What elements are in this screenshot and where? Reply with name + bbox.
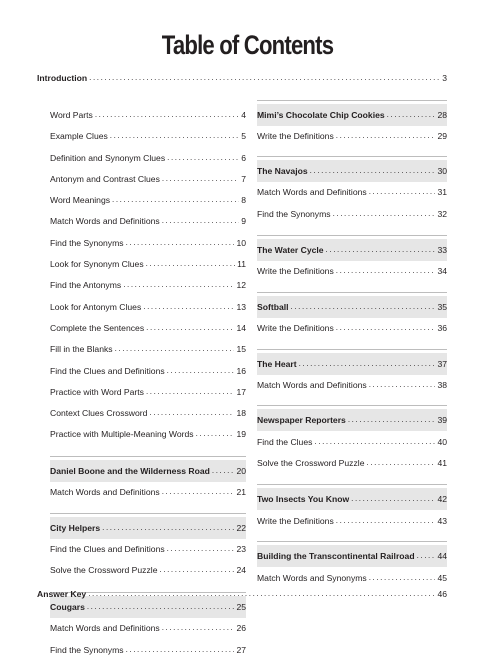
toc-entry[interactable]: [50, 481, 246, 503]
toc-entry-page: 30: [437, 166, 447, 176]
toc-entry[interactable]: [257, 431, 447, 453]
toc-entry-label: Mimi’s Chocolate Chip Cookies: [257, 110, 385, 120]
toc-entry[interactable]: [50, 639, 246, 661]
dot-leader: [299, 353, 436, 375]
toc-entry-page: 45: [437, 573, 447, 583]
dot-leader: [369, 181, 436, 203]
section-divider: [257, 235, 447, 236]
section-divider: [257, 484, 447, 485]
dot-leader: [291, 296, 436, 318]
toc-entry[interactable]: [50, 168, 246, 190]
toc-entry-label: The Heart: [257, 359, 297, 369]
toc-entry[interactable]: [50, 147, 246, 169]
dot-leader: [310, 160, 436, 182]
toc-section-header[interactable]: [257, 160, 447, 182]
toc-entry-label: Fill in the Blanks: [50, 344, 113, 354]
toc-entry-page: 33: [437, 245, 447, 255]
dot-leader: [89, 67, 440, 89]
toc-entry-page: 6: [241, 153, 246, 163]
toc-entry[interactable]: [50, 423, 246, 445]
toc-entry[interactable]: [257, 374, 447, 396]
toc-entry-label: Practice with Multiple-Meaning Words: [50, 429, 194, 439]
section-divider: [257, 349, 447, 350]
toc-entry[interactable]: [50, 617, 246, 639]
toc-entry-page: 44: [437, 551, 447, 561]
toc-entry-label: Definition and Synonym Clues: [50, 153, 166, 163]
toc-entry-page: 18: [236, 408, 246, 418]
dot-leader: [162, 617, 235, 639]
toc-entry-answer-key[interactable]: [37, 583, 447, 605]
toc-entry-page: 41: [437, 458, 447, 468]
toc-entry-page: 31: [437, 187, 447, 197]
toc-entry[interactable]: [50, 360, 246, 382]
toc-entry-label: Match Words and Definitions: [50, 623, 160, 633]
toc-entry-label: The Navajos: [257, 166, 308, 176]
dot-leader: [314, 431, 435, 453]
toc-entry[interactable]: [50, 402, 246, 424]
dot-leader: [336, 260, 436, 282]
toc-entry-label: Word Meanings: [50, 195, 111, 205]
toc-entry-page: 43: [437, 516, 447, 526]
dot-leader: [143, 296, 234, 318]
toc-entry-label: Example Clues: [50, 131, 108, 141]
toc-entry-page: 27: [236, 645, 246, 655]
toc-entry-page: 11: [237, 259, 246, 269]
toc-entry-page: 4: [241, 110, 246, 120]
toc-entry-page: 20: [236, 466, 246, 476]
dot-leader: [336, 125, 436, 147]
toc-entry[interactable]: [50, 189, 246, 211]
toc-entry[interactable]: [50, 338, 246, 360]
toc-entry[interactable]: [257, 452, 447, 474]
toc-entry-page: 8: [241, 195, 246, 205]
toc-entry[interactable]: [257, 260, 447, 282]
toc-entry-page: 3: [442, 73, 447, 83]
toc-entry[interactable]: [257, 181, 447, 203]
dot-leader: [110, 125, 239, 147]
toc-entry-page: 9: [241, 216, 246, 226]
toc-entry-label: Match Words and Definitions: [50, 487, 160, 497]
toc-entry-page: 40: [437, 437, 447, 447]
toc-entry-page: 39: [437, 415, 447, 425]
dot-leader: [123, 274, 234, 296]
toc-entry-label: Find the Clues and Definitions: [50, 366, 165, 376]
dot-leader: [112, 189, 239, 211]
toc-entry[interactable]: [50, 253, 246, 275]
toc-section-header[interactable]: [257, 488, 447, 510]
toc-entry-page: 21: [236, 487, 246, 497]
toc-entry[interactable]: [50, 317, 246, 339]
toc-entry-label: Answer Key: [37, 589, 87, 599]
toc-entry-label: Write the Definitions: [257, 266, 334, 276]
toc-entry-label: Write the Definitions: [257, 131, 334, 141]
toc-entry-label: Solve the Crossword Puzzle: [50, 565, 158, 575]
dot-leader: [167, 147, 239, 169]
toc-entry-page: 17: [236, 387, 246, 397]
toc-entry-page: 28: [437, 110, 447, 120]
toc-entry-label: Practice with Word Parts: [50, 387, 144, 397]
dot-leader: [167, 538, 235, 560]
toc-entry-label: Look for Antonym Clues: [50, 302, 142, 312]
toc-entry-label: Find the Clues and Definitions: [50, 544, 165, 554]
dot-leader: [167, 360, 235, 382]
dot-leader: [196, 423, 235, 445]
dot-leader: [146, 253, 235, 275]
toc-entry-label: Newspaper Reporters: [257, 415, 346, 425]
section-divider: [257, 541, 447, 542]
toc-entry-page: 34: [437, 266, 447, 276]
toc-entry-page: 23: [236, 544, 246, 554]
dot-leader: [162, 168, 239, 190]
toc-entry-label: Match Words and Definitions: [50, 216, 160, 226]
toc-entry[interactable]: [257, 510, 447, 532]
toc-entry-page: 25: [236, 602, 246, 612]
dot-leader: [333, 203, 436, 225]
toc-entry-page: 35: [437, 302, 447, 312]
toc-section-header[interactable]: [257, 104, 447, 126]
toc-entry-label: Find the Synonyms: [50, 238, 124, 248]
dot-leader: [102, 517, 234, 539]
toc-entry-label: Find the Antonyms: [50, 280, 122, 290]
toc-entry-label: Softball: [257, 302, 289, 312]
dot-leader: [146, 317, 234, 339]
toc-entry-page: 14: [236, 323, 246, 333]
toc-entry-page: 15: [236, 344, 246, 354]
section-divider: [257, 156, 447, 157]
dot-leader: [159, 559, 234, 581]
toc-entry-label: Building the Transcontinental Railroad: [257, 551, 415, 561]
toc-section-header[interactable]: [257, 409, 447, 431]
dot-leader: [326, 239, 436, 261]
dot-leader: [126, 639, 235, 661]
dot-leader: [369, 374, 436, 396]
toc-entry[interactable]: [257, 125, 447, 147]
toc-entry-label: Match Words and Synonyms: [257, 573, 367, 583]
toc-entry-introduction[interactable]: [37, 67, 447, 89]
toc-entry[interactable]: [257, 203, 447, 225]
toc-entry[interactable]: [50, 538, 246, 560]
toc-entry-page: 13: [236, 302, 246, 312]
section-divider: [257, 100, 447, 101]
toc-entry-page: 5: [241, 131, 246, 141]
toc-entry-label: Match Words and Definitions: [257, 380, 367, 390]
toc-entry-page: 46: [437, 589, 447, 599]
toc-entry-label: Match Words and Definitions: [257, 187, 367, 197]
toc-entry-page: 37: [437, 359, 447, 369]
dot-leader: [212, 460, 235, 482]
toc-entry-label: Find the Synonyms: [50, 645, 124, 655]
toc-entry-label: Solve the Crossword Puzzle: [257, 458, 365, 468]
toc-entry-page: 38: [437, 380, 447, 390]
toc-entry[interactable]: [50, 381, 246, 403]
toc-section-header[interactable]: [50, 460, 246, 482]
toc-entry[interactable]: [50, 232, 246, 254]
toc-entry-label: Daniel Boone and the Wilderness Road: [50, 466, 210, 476]
toc-entry[interactable]: [50, 210, 246, 232]
toc-section-header[interactable]: [257, 296, 447, 318]
toc-entry-label: Complete the Sentences: [50, 323, 145, 333]
dot-leader: [336, 317, 436, 339]
dot-leader: [336, 510, 436, 532]
dot-leader: [162, 210, 240, 232]
dot-leader: [387, 104, 436, 126]
dot-leader: [366, 452, 435, 474]
toc-entry[interactable]: [50, 125, 246, 147]
section-divider: [50, 456, 246, 457]
dot-leader: [88, 583, 435, 605]
toc-entry-page: 12: [236, 280, 246, 290]
section-divider: [257, 292, 447, 293]
toc-section-header[interactable]: [257, 353, 447, 375]
toc-entry-label: Word Parts: [50, 110, 93, 120]
toc-entry-label: The Water Cycle: [257, 245, 324, 255]
dot-leader: [348, 409, 436, 431]
toc-entry-page: 36: [437, 323, 447, 333]
toc-entry-label: Context Clues Crossword: [50, 408, 148, 418]
toc-entry-label: Introduction: [37, 73, 88, 83]
dot-leader: [115, 338, 235, 360]
toc-entry-page: 7: [241, 174, 246, 184]
toc-entry-label: Find the Clues: [257, 437, 313, 447]
toc-entry-label: Antonym and Contrast Clues: [50, 174, 160, 184]
dot-leader: [95, 104, 239, 126]
toc-entry-page: 19: [236, 429, 246, 439]
toc-entry[interactable]: [257, 317, 447, 339]
toc-entry-page: 29: [437, 131, 447, 141]
dot-leader: [351, 488, 435, 510]
toc-entry-label: Cougars: [50, 602, 85, 612]
toc-entry-page: 16: [236, 366, 246, 376]
toc-entry-page: 24: [236, 565, 246, 575]
toc-entry-page: 22: [236, 523, 246, 533]
toc-entry-page: 42: [437, 494, 447, 504]
toc-section-header[interactable]: [257, 545, 447, 567]
section-divider: [257, 405, 447, 406]
dot-leader: [162, 481, 235, 503]
toc-entry-label: City Helpers: [50, 523, 101, 533]
toc-section-header[interactable]: [50, 517, 246, 539]
toc-entry-label: Find the Synonyms: [257, 209, 331, 219]
toc-entry[interactable]: [50, 559, 246, 581]
page-title: Table of Contents: [161, 30, 334, 60]
toc-entry[interactable]: [50, 104, 246, 126]
toc-entry-label: Write the Definitions: [257, 323, 334, 333]
toc-entry-label: Write the Definitions: [257, 516, 334, 526]
toc-section-header[interactable]: [257, 239, 447, 261]
toc-entry-page: 10: [236, 238, 246, 248]
dot-leader: [149, 402, 234, 424]
dot-leader: [146, 381, 235, 403]
toc-entry-label: Look for Synonym Clues: [50, 259, 144, 269]
dot-leader: [417, 545, 436, 567]
toc-entry[interactable]: [50, 296, 246, 318]
dot-leader: [126, 232, 235, 254]
toc-entry-label: Two Insects You Know: [257, 494, 350, 504]
toc-entry-page: 32: [437, 209, 447, 219]
toc-entry[interactable]: [50, 274, 246, 296]
toc-entry-page: 26: [236, 623, 246, 633]
section-divider: [50, 513, 246, 514]
